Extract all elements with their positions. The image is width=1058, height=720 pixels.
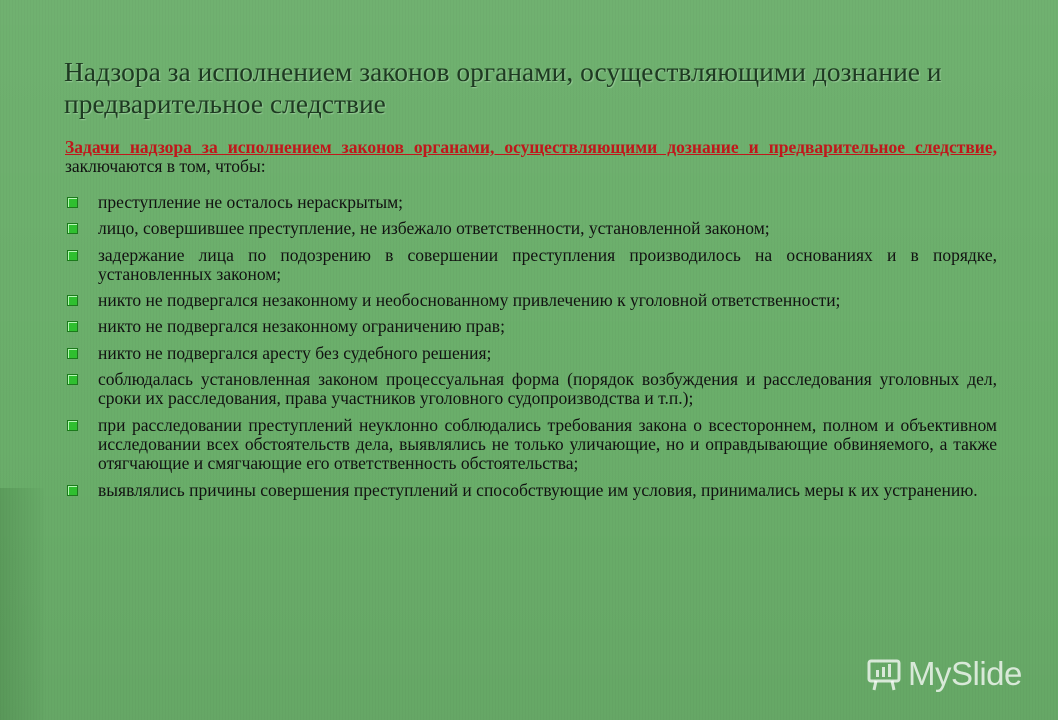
presentation-board-icon [866, 656, 902, 692]
list-item [65, 246, 997, 285]
list-item-text: никто не подвергался аресту без судебного решения; [98, 342, 492, 363]
list-item-text: лицо, совершившее преступление, не избежало ответственности, установленной законом; [98, 218, 770, 239]
list-item-text: при расследовании преступлений неуклонно соблюдались требования закона о всестороннем, полном и объективном исследовании всех обстоятельств дела, выявлялись не только уличающие, но и оправдывающие обвиняемого, а также отягчающие и смягчающие его ответственность обстоятельства; [98, 414, 997, 474]
background-shade [0, 488, 44, 720]
watermark-text: MySlide [908, 655, 1022, 692]
intro-lead: Задачи надзора за исполнением законов органами, осуществляющими дознание и предварительное следствие, [65, 137, 997, 157]
task-list [65, 193, 997, 507]
list-item-text: преступление не осталось нераскрытым; [98, 192, 404, 212]
list-item [65, 291, 997, 310]
list-item [65, 481, 997, 500]
list-item [65, 317, 997, 336]
square-bullet-icon [67, 295, 78, 306]
square-bullet-icon [67, 348, 78, 359]
list-item-text: задержание лица по подозрению в совершении преступления производилось на основаниях и в порядке, установленных законом; [98, 244, 997, 284]
list-item-text: никто не подвергался незаконному ограничению прав; [98, 316, 505, 337]
slide-title: Надзора за исполнением законов органами, осуществляющими дознание и предварительное следствие [64, 56, 942, 119]
square-bullet-icon [67, 485, 78, 496]
list-item-text: соблюдалась установленная законом процессуальная форма (порядок возбуждения и расследования уголовных дел, сроки их расследования, права участников уголовного судопроизводства и т.п.); [98, 369, 997, 409]
intro-rest: заключаются в том, чтобы: [65, 156, 266, 176]
list-item [65, 370, 997, 409]
square-bullet-icon [67, 420, 78, 431]
list-item-text: выявлялись причины совершения преступлений и способствующие им условия, принимались меры к их устранению. [98, 479, 978, 500]
list-item [65, 416, 997, 474]
square-bullet-icon [67, 223, 78, 234]
list-item [65, 344, 997, 363]
intro-paragraph [65, 138, 997, 176]
list-item [65, 219, 997, 238]
square-bullet-icon [67, 197, 78, 208]
square-bullet-icon [67, 321, 78, 332]
square-bullet-icon [67, 250, 78, 261]
square-bullet-icon [67, 374, 78, 385]
list-item-text: никто не подвергался незаконному и необоснованному привлечению к уголовной ответственности; [98, 290, 841, 311]
list-item [65, 193, 997, 212]
watermark [866, 655, 1022, 693]
